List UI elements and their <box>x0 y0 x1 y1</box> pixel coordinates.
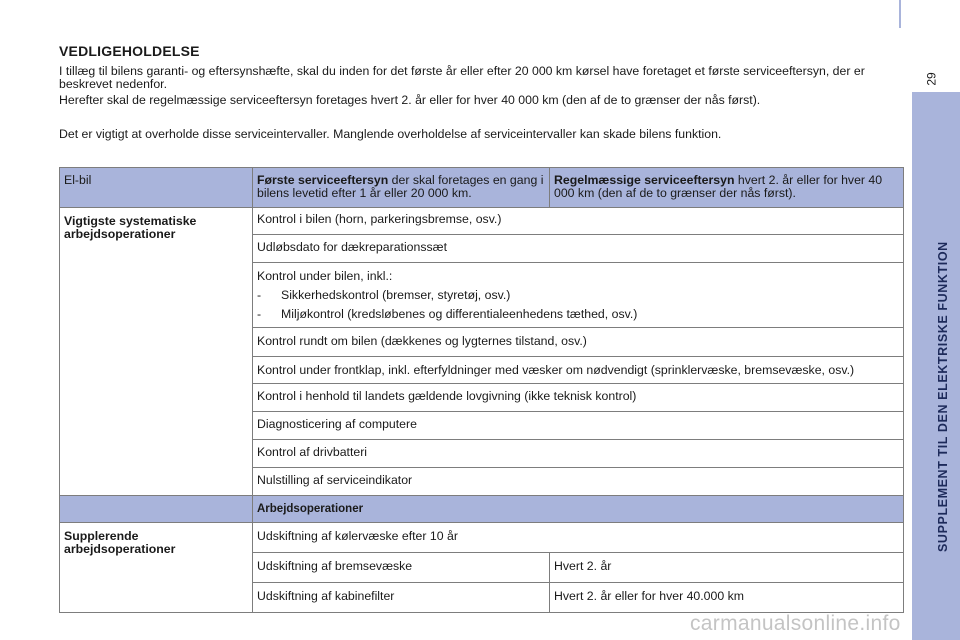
bullet-text: Sikkerhedskontrol (bremser, styretøj, osv.) <box>281 288 511 302</box>
bullet-dash: - <box>257 307 262 321</box>
first-service-title: Første serviceeftersyn <box>257 173 389 187</box>
table-cell: Kontrol rundt om bilen (dækkenes og lygternes tilstand, osv.) <box>253 328 904 357</box>
page-number: 29 <box>924 72 939 86</box>
operations-header-row <box>60 496 904 523</box>
header-first-service <box>253 168 550 208</box>
table-row <box>60 208 904 235</box>
table-row <box>60 523 904 553</box>
table-cell: Hvert 2. år eller for hver 40.000 km <box>550 583 904 613</box>
table-cell: Udskiftning af kølervæske efter 10 år <box>253 523 904 553</box>
header-regular-service <box>550 168 904 208</box>
table-cell: Kontrol af drivbatteri <box>253 440 904 468</box>
table-cell: Diagnosticering af computere <box>253 412 904 440</box>
maintenance-table <box>59 167 904 613</box>
table-cell: Kontrol i henhold til landets gældende lovgivning (ikke teknisk kontrol) <box>253 384 904 412</box>
regular-service-title: Regelmæssige serviceeftersyn <box>554 173 735 187</box>
top-rule <box>899 0 901 28</box>
regular-service-desc: hvert 2. år eller for hver 40 000 km (den af de to grænser der nås først). <box>554 173 883 200</box>
header-vehicle-type: El-bil <box>60 168 253 208</box>
table-cell: Udløbsdato for dækreparationssæt <box>253 235 904 263</box>
intro-paragraph-3: Det er vigtigt at overholde disse serviceintervaller. Manglende overholdelse af serviceintervaller kan skade bilens funktion. <box>59 127 722 141</box>
table-header-row <box>60 168 904 208</box>
intro-paragraph-1: I tillæg til bilens garanti- og eftersynshæfte, skal du inden for det første år eller efter 20 000 km kørsel have foretaget et første serviceeftersyn, der er beskrevet nedenfor. <box>59 64 865 91</box>
systematic-operations-label: Vigtigste systematiske arbejdsoperationer <box>60 208 253 496</box>
table-cell: Udskiftning af bremsevæske <box>253 553 550 583</box>
supplementary-operations-label: Supplerende arbejdsoperationer <box>60 523 253 613</box>
watermark: carmanualsonline.info <box>690 612 901 635</box>
intro-paragraph-2: Herefter skal de regelmæssige serviceeftersyn foretages hvert 2. år eller for hver 40 000 km (den af de to grænser der nås først). <box>59 93 761 107</box>
table-cell: Hvert 2. år <box>550 553 904 583</box>
table-cell: Kontrol i bilen (horn, parkeringsbremse, osv.) <box>253 208 904 235</box>
table-cell: Udskiftning af kabinefilter <box>253 583 550 613</box>
operations-header: Arbejdsoperationer <box>253 496 904 523</box>
under-vehicle-heading: Kontrol under bilen, inkl.: <box>257 269 393 283</box>
bullet-item <box>257 308 899 321</box>
sidebar-label: SUPPLEMENT TIL DEN ELEKTRISKE FUNKTION <box>936 241 950 552</box>
page-title: VEDLIGEHOLDELSE <box>59 43 200 59</box>
bullet-dash: - <box>257 288 262 302</box>
table-cell-under-vehicle <box>253 263 904 328</box>
table-cell: Nulstilling af serviceindikator <box>253 468 904 496</box>
bullet-item <box>257 289 899 302</box>
first-service-desc: der skal foretages en gang i bilens levetid efter 1 år eller 20 000 km. <box>257 173 544 200</box>
bullet-text: Miljøkontrol (kredsløbenes og differentialeenhedens tæthed, osv.) <box>281 307 638 321</box>
table-cell: Kontrol under frontklap, inkl. efterfyldninger med væsker om nødvendigt (sprinklervæske, bremsevæske, osv.) <box>253 357 904 384</box>
operations-header-blank <box>60 496 253 523</box>
